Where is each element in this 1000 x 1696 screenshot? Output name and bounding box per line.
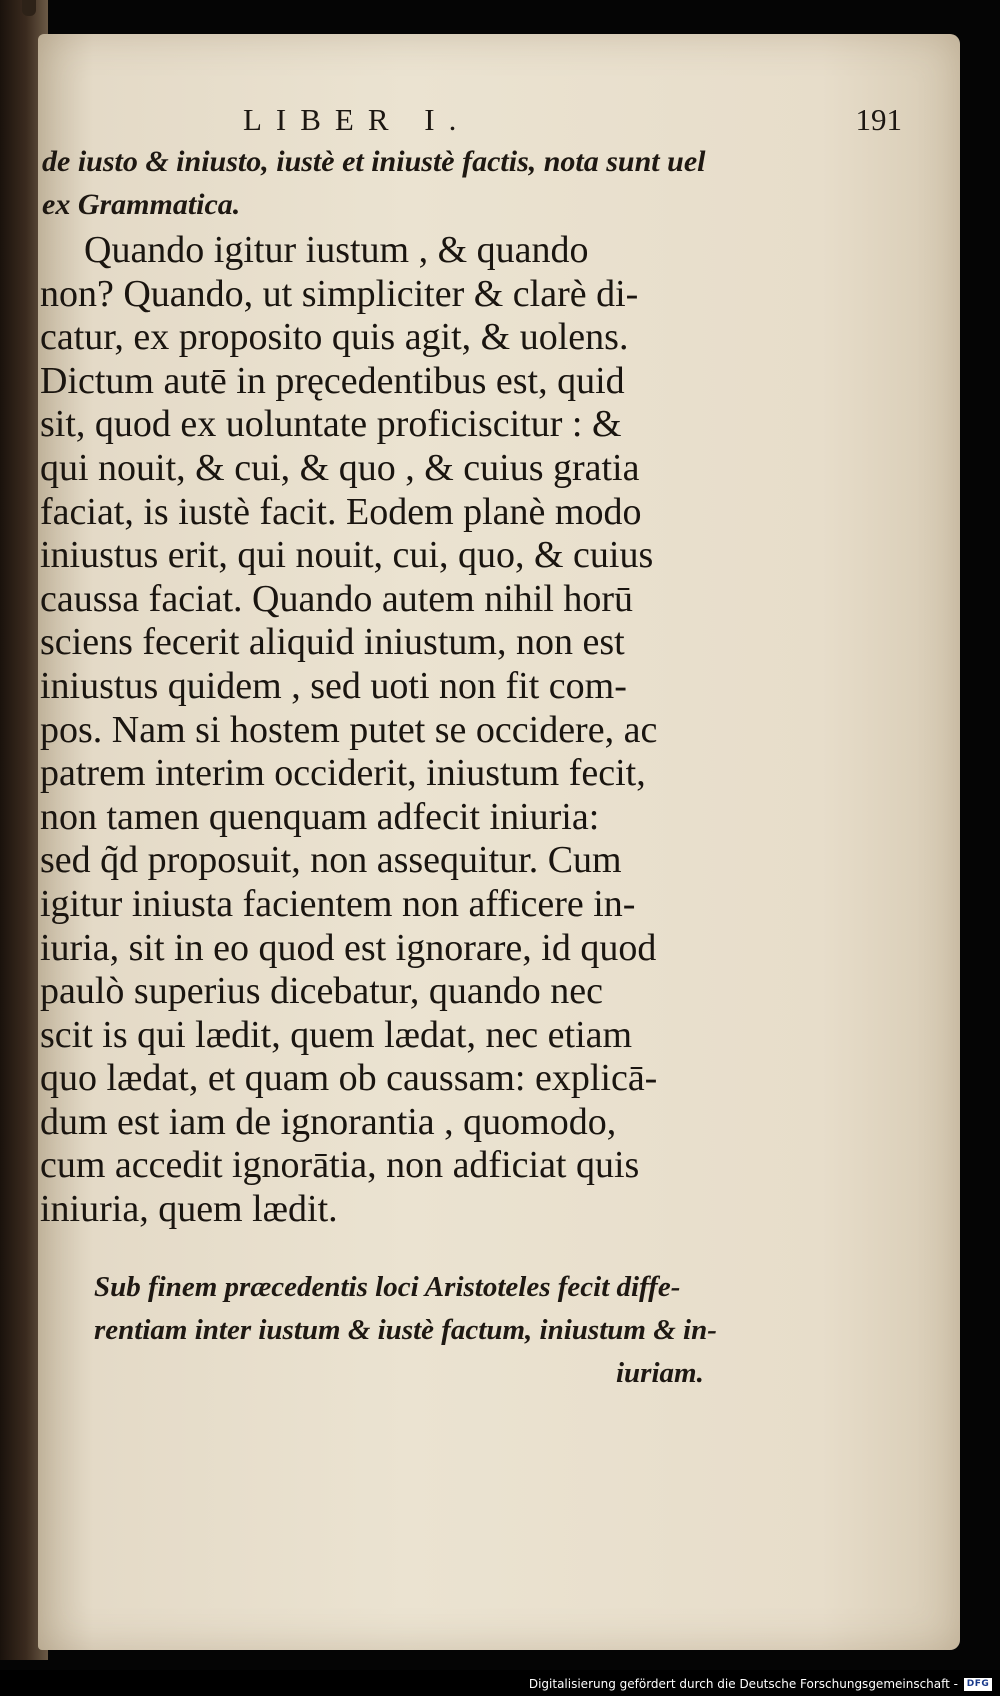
body-line: faciat, is iustè facit. Eodem planè modo (40, 490, 642, 533)
body-line: pos. Nam si hostem putet se occidere, ac (40, 708, 658, 751)
body-line: iniustus erit, qui nouit, cui, quo, & cuius (40, 534, 654, 577)
body-line: igitur iniusta facientem non afficere in- (40, 882, 636, 925)
note-line: iuriam. (616, 1357, 704, 1389)
body-line: iuria, sit in eo quod est ignorare, id quod (40, 926, 657, 969)
body-line: caussa faciat. Quando autem nihil horū (40, 577, 634, 620)
body-line: Dictum autē in pręcedentibus est, quid (40, 359, 625, 402)
page-number: 191 (855, 102, 902, 137)
book-page (38, 34, 960, 1650)
body-line: scit is qui lædit, quem lædat, nec etiam (40, 1013, 633, 1056)
body-line: quo lædat, et quam ob caussam: explicā- (40, 1057, 658, 1100)
body-line: sit, quod ex uoluntate proficiscitur : & (40, 403, 622, 446)
intro-line: de iusto & iniusto, iustè et iniustè factis, nota sunt uel (42, 145, 706, 178)
body-line: non? Quando, ut simpliciter & clarè di- (40, 272, 639, 315)
body-line: iniustus quidem , sed uoti non fit com- (40, 664, 627, 707)
body-line: sciens fecerit aliquid iniustum, non est (40, 621, 625, 664)
running-head: LIBER I. (243, 102, 471, 137)
body-line: qui nouit, & cui, & quo , & cuius gratia (40, 446, 640, 489)
closing-commentary (94, 1266, 944, 1395)
body-line: sed q̃d proposuit, non assequitur. Cum (40, 839, 622, 882)
intro-line: ex Grammatica. (42, 188, 241, 221)
body-line: non tamen quenquam adfecit iniuria: (40, 795, 600, 838)
funding-credit: Digitalisierung gefördert durch die Deutsche Forschungsgemeinschaft - (528, 1677, 958, 1691)
note-line: rentiam inter iustum & iustè factum, iniustum & in- (94, 1314, 717, 1346)
body-line: iniuria, quem lædit. (40, 1188, 338, 1231)
dfg-logo: DFG (964, 1678, 992, 1691)
body-line: catur, ex proposito quis agit, & uolens. (40, 316, 629, 359)
binding-corner-mark (22, 0, 36, 16)
intro-commentary (42, 140, 902, 226)
footer-bar (0, 1670, 1000, 1696)
body-line: Quando igitur iustum , & quando (84, 229, 589, 271)
main-text (40, 229, 920, 1232)
body-line: patrem interim occiderit, iniustum fecit, (40, 752, 646, 795)
body-line: cum accedit ignorātia, non adficiat quis (40, 1144, 640, 1187)
body-line: dum est iam de ignorantia , quomodo, (40, 1100, 617, 1143)
note-line: Sub finem præcedentis loci Aristoteles fecit diffe- (94, 1271, 681, 1303)
body-line: paulò superius dicebatur, quando nec (40, 970, 604, 1013)
page-header (38, 102, 960, 142)
